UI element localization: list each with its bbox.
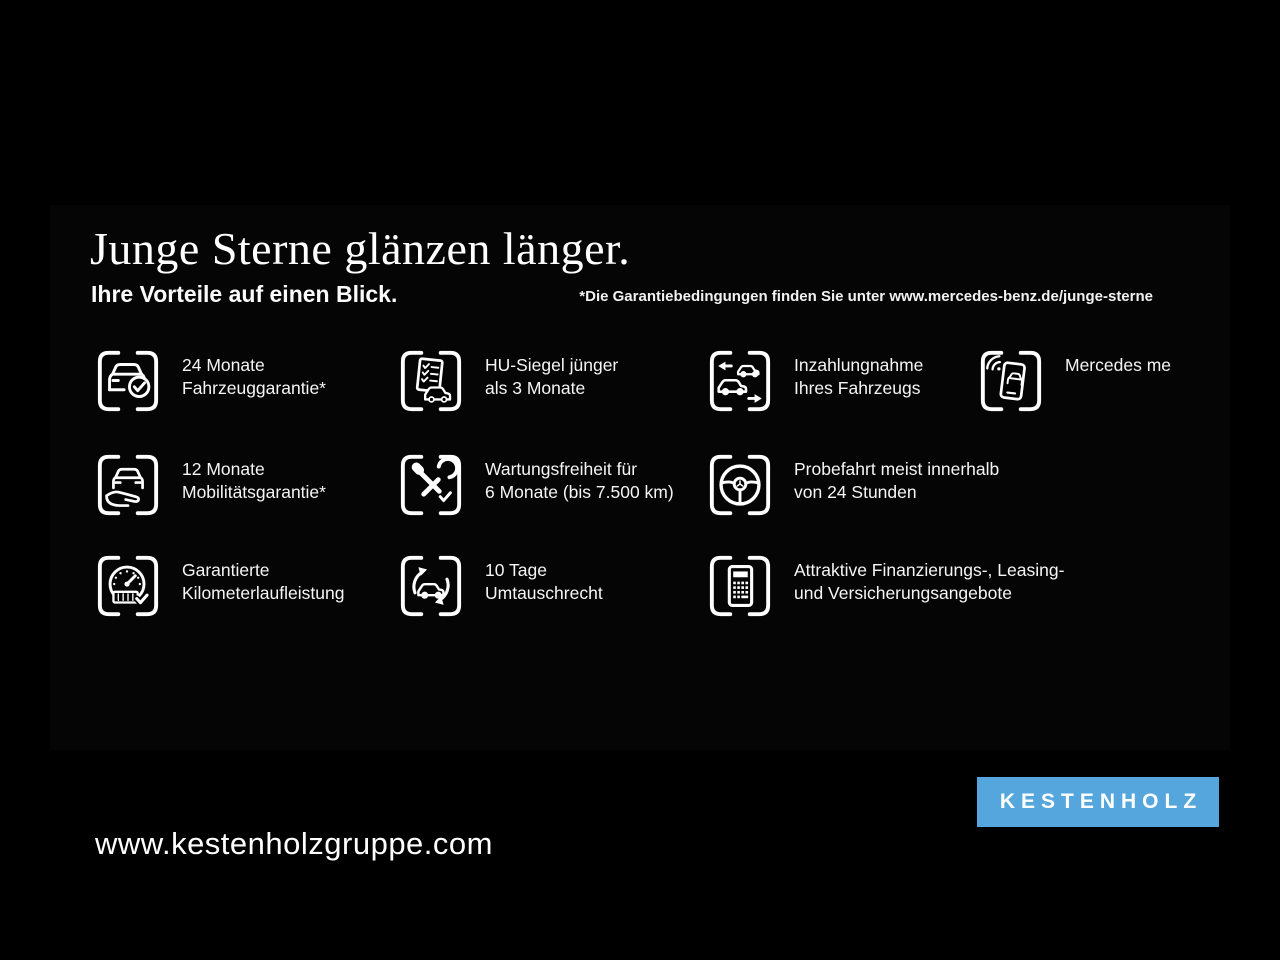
benefit-label: Inzahlungnahme Ihres Fahrzeugs (794, 355, 924, 398)
mercedes-me-phone-icon (978, 348, 1044, 414)
benefit-label: Probefahrt meist innerhalb von 24 Stunden (794, 459, 1000, 502)
car-check-icon (95, 348, 161, 414)
benefit-item (707, 348, 923, 414)
page-subtitle: Ihre Vorteile auf einen Blick. (91, 281, 398, 307)
kestenholz-logo (977, 777, 1219, 827)
benefit-item (95, 553, 344, 619)
speedometer-icon (95, 553, 161, 619)
benefit-label: 10 Tage Umtauschrecht (485, 560, 603, 603)
trade-in-cars-icon (707, 348, 773, 414)
benefit-item (398, 553, 603, 619)
calculator-icon (707, 553, 773, 619)
warranty-disclaimer: *Die Garantiebedingungen finden Sie unter www.mercedes-benz.de/junge-sterne (579, 288, 1153, 305)
benefit-label: Attraktive Finanzierungs-, Leasing- und Versicherungsangebote (794, 560, 1065, 603)
page-title: Junge Sterne glänzen länger. (90, 223, 631, 274)
benefit-item (95, 348, 326, 414)
benefit-item (707, 452, 999, 518)
benefit-label: Mercedes me (1065, 355, 1172, 375)
benefit-label: 24 Monate Fahrzeuggarantie* (182, 355, 326, 398)
benefit-item (707, 553, 1064, 619)
benefit-label: HU-Siegel jünger als 3 Monate (485, 355, 619, 398)
benefit-item (398, 452, 674, 518)
website-url: www.kestenholzgruppe.com (95, 826, 493, 861)
benefit-item (95, 452, 326, 518)
benefit-item (398, 348, 618, 414)
tools-check-icon (398, 452, 464, 518)
benefit-label: 12 Monate Mobilitätsgarantie* (182, 459, 326, 502)
benefit-label: Garantierte Kilometerlaufleistung (182, 560, 345, 603)
car-hand-icon (95, 452, 161, 518)
steering-wheel-icon (707, 452, 773, 518)
kestenholz-logo-text: KESTENHOLZ (999, 790, 1203, 813)
inspection-checklist-icon (398, 348, 464, 414)
benefit-label: Wartungsfreiheit für 6 Monate (bis 7.500 km) (485, 459, 674, 502)
car-exchange-cycle-icon (398, 553, 464, 619)
benefit-item (978, 348, 1171, 414)
